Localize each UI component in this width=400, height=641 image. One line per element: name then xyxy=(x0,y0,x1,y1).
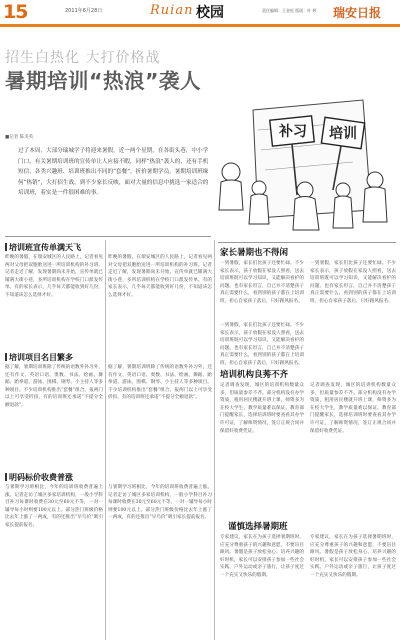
section-title: 家长暑期也不得闲 xyxy=(220,248,289,258)
lead-intro: 过了本周，大部分瑞城学子将迎来暑假，近一两个星期，在各街头巷，中小学门口，有关暑期培训班的宣传单让人应接不暇，同样“热浪”袭人的，还有手机短信，各类兴趣班、培训班推出不同的“套餐”，折价暑期学员。暑期培训班缘何“热销”，大打招生战，到不少家长反映，面对大量的信息中挑选一家适合的培训班，着实是一件很困难的事。 xyxy=(18,148,209,196)
section-body-cont: 昨晚的暑假，在瑞安城区的人民路上，记者看见两对父母把双胞胎送进一所培训机构的补习班。记者走近了解，发现暑期尚未开始，宣传单就已铺满大街小巷，多所培训机构在学校门口派发传单。有的家长表示，几乎每天都能收到好几份，不知道该怎么选择才好。 xyxy=(108,255,212,298)
section-body-cont: 与暑期学习班相比，今年的培训班收费普遍上涨。记者走访了城区多家培训机构，一般小学科目补习每课时收费在30元至60元不等，一对一辅导每小时则要100元以上。部分热门班级价格比去年上涨了一两成，有的还推出“早鸟价”吸引家长提前报名。 xyxy=(108,485,212,521)
section-name: 校园 xyxy=(196,5,224,21)
section-runner: Ruian xyxy=(150,3,194,18)
column-rule xyxy=(105,240,106,640)
editor-credits: 责任编辑：王金松 版面：叶 婷 xyxy=(262,8,317,13)
section-title: 培训机构良莠不齐 xyxy=(220,370,289,380)
masthead xyxy=(0,0,400,26)
section-body: 昨晚的暑假，在瑞安城区的人民路上，记者看见两对父母把双胞胎送进一所培训机构的补习班。记者走近了解，发现暑期尚未开始，宣传单就已铺满大街小巷，多所培训机构在学校门口派发传单。有的家长表示，几乎每天都能收到好几份，不知道该怎么选择才好。 xyxy=(5,255,103,298)
lead-kicker: 招生白热化 大打价格战 xyxy=(5,50,161,66)
section-body-cont: 一到暑假，家长们比孩子还要忙碌。不少家长表示，孩子放假在家没人照看，送去培训班既可以学习知识，又能解决看护的问题。也有家长坦言，自己并不清楚孩子真正需要什么，看到别的孩子都在上培训班，担心自家孩子落后，只好跟风报名。 xyxy=(310,261,396,304)
sign-right-text: 培训 xyxy=(329,126,357,142)
section-body-cont: 记者调查发现，城区的培训机构数量众多，但质量参差不齐。部分机构没有办学资质，租用居民楼就开班上课，师资多为在校大学生，教学质量难以保证。教育部门提醒家长，选择培训班时要查看其办学许可证，了解师资情况，签订正规合同并保留好收费凭证。 xyxy=(310,383,396,434)
lead-headline: 暑期培训“热浪”袭人 xyxy=(5,69,201,93)
sign-left-text: 补习 xyxy=(279,124,307,140)
divider xyxy=(218,242,396,243)
page-number: 15 xyxy=(3,1,28,23)
section-title: 培训项目名目繁多 xyxy=(5,352,73,363)
illustration-svg xyxy=(213,90,391,240)
section-title: 培训班宣传单满天飞 xyxy=(5,242,81,253)
section-title: 明码标价收费普涨 xyxy=(5,472,73,483)
section-body: 记者调查发现，城区的培训机构数量众多，但质量参差不齐。部分机构没有办学资质，租用居民楼就开班上课，师资多为在校大学生，教学质量难以保证。教育部门提醒家长，选择培训班时要查看其办学许可证，了解师资情况，签订正规合同并保留好收费凭证。 xyxy=(220,383,304,434)
section-body: 与暑期学习班相比，今年的培训班收费普遍上涨。记者走访了城区多家培训机构，一般小学科目补习每课时收费在30元至60元不等，一对一辅导每小时则要100元以上。部分热门班级价格比去年上涨了一两成，有的还推出“早鸟价”吸引家长提前报名。 xyxy=(5,485,103,528)
section-body: 据了解，暑期培训班除了传统的语数外补习外，还有作文、英语口语、奥数、书法、绘画、舞蹈、跆拳道、游泳、围棋、钢琴、小主持人等多种项目。不少培训机构推出“套餐”组合，报两门以上可享受折扣，有的培训班还承诺“不提分全额退款”。 xyxy=(5,365,103,408)
section-body-cont: 据了解，暑期培训班除了传统的语数外补习外，还有作文、英语口语、奥数、书法、绘画、舞蹈、跆拳道、游泳、围棋、钢琴、小主持人等多种项目。不少培训机构推出“套餐”组合，报两门以上可享受折扣，有的培训班还承诺“不提分全额退款”。 xyxy=(108,365,212,401)
section-body-cont: 一到暑假，家长们比孩子还要忙碌。不少家长表示，孩子放假在家没人照看，送去培训班既可以学习知识，又能解决看护的问题。也有家长坦言，自己并不清楚孩子真正需要什么，看到别的孩子都在上培训班，担心自家孩子落后，只好跟风报名。 xyxy=(220,323,304,366)
column-rule xyxy=(214,240,215,640)
issue-date: 2011年6月28日 xyxy=(65,8,103,14)
lead-illustration xyxy=(213,90,391,240)
lead-byline: ■记者 陈炎英 xyxy=(5,135,34,140)
section-body-cont: 专家建议，家长在为孩子选择暑期班时，应充分尊重孩子的兴趣和意愿，不要盲目跟风。暑假是孩子放松身心、培养兴趣的好时机，家长可以安排孩子参加一些社会实践、户外运动或亲子旅行，让孩子度过一个充实又快乐的假期。 xyxy=(310,535,396,578)
section-title: 谨慎选择暑期班 xyxy=(228,522,288,532)
section-body: 专家建议，家长在为孩子选择暑期班时，应充分尊重孩子的兴趣和意愿，不要盲目跟风。暑假是孩子放松身心、培养兴趣的好时机，家长可以安排孩子参加一些社会实践、户外运动或亲子旅行，让孩子度过一个充实又快乐的假期。 xyxy=(220,535,304,578)
paper-logo: 瑞安日报 xyxy=(333,6,382,20)
section-body: 一到暑假，家长们比孩子还要忙碌。不少家长表示，孩子放假在家没人照看，送去培训班既可以学习知识，又能解决看护的问题。也有家长坦言，自己并不清楚孩子真正需要什么，看到别的孩子都在上培训班，担心自家孩子落后，只好跟风报名。 xyxy=(220,261,304,304)
divider xyxy=(5,236,211,237)
masthead-rule xyxy=(0,24,400,27)
